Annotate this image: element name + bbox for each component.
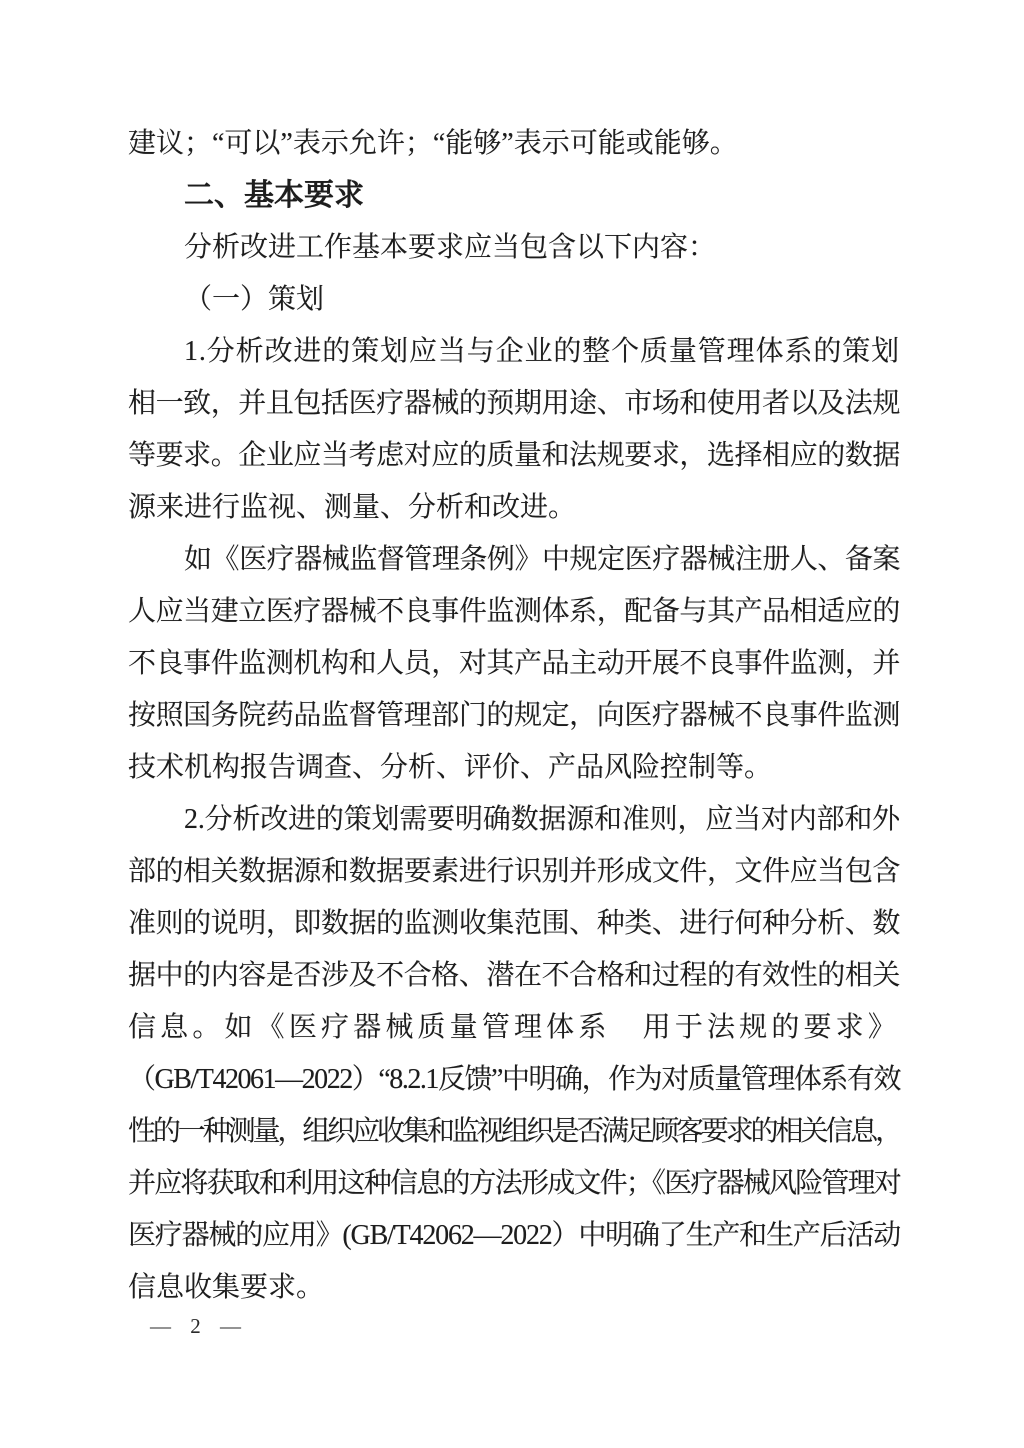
section-heading xyxy=(128,170,900,222)
text-line xyxy=(128,326,900,378)
text-line-content: 准则的说明，即数据的监测收集范围、种类、进行何种分析、数 xyxy=(128,908,900,939)
text-line-content: 分析改进工作基本要求应当包含以下内容： xyxy=(184,232,717,263)
text-line-content: 1.分析改进的策划应当与企业的整个质量管理体系的策划 xyxy=(184,336,900,367)
text-line xyxy=(128,742,900,794)
text-line xyxy=(128,482,900,534)
text-line xyxy=(128,898,900,950)
text-line xyxy=(128,1210,900,1262)
text-line-content: 信息。如《医疗器械质量管理体系 用于法规的要求》 xyxy=(128,1012,900,1043)
text-line-content: 部的相关数据源和数据要素进行识别并形成文件，文件应当包含 xyxy=(128,856,900,887)
text-line-content: （GB/T42061—2022）“8.2.1反馈”中明确，作为对质量管理体系有效 xyxy=(128,1064,900,1095)
text-line xyxy=(128,118,900,170)
text-line xyxy=(128,1054,900,1106)
text-line xyxy=(128,1106,900,1158)
text-line-content: 相一致，并且包括医疗器械的预期用途、市场和使用者以及法规 xyxy=(128,388,900,419)
text-line xyxy=(128,222,900,274)
text-line xyxy=(128,586,900,638)
text-line-content: 源来进行监视、测量、分析和改进。 xyxy=(128,492,577,523)
text-line-content: 技术机构报告调查、分析、评价、产品风险控制等。 xyxy=(128,752,773,783)
text-line xyxy=(128,690,900,742)
text-line-content: 医疗器械的应用》(GB/T42062—2022）中明确了生产和生产后活动 xyxy=(128,1220,900,1251)
text-line-content: 2.分析改进的策划需要明确数据源和准则，应当对内部和外 xyxy=(184,804,900,835)
text-line xyxy=(128,1262,900,1314)
footer-page-number: — 2 — xyxy=(150,1314,248,1338)
text-line xyxy=(128,950,900,1002)
text-line-content: 等要求。企业应当考虑对应的质量和法规要求，选择相应的数据 xyxy=(128,440,900,471)
text-line xyxy=(128,430,900,482)
text-line xyxy=(128,274,900,326)
text-line xyxy=(128,638,900,690)
text-line xyxy=(128,846,900,898)
text-line-content: 性的一种测量，组织应收集和监视组织是否满足顾客要求的相关信息， xyxy=(128,1116,900,1147)
text-line-content: 建议；“可以”表示允许；“能够”表示可能或能够。 xyxy=(128,128,738,159)
text-line-content: 据中的内容是否涉及不合格、潜在不合格和过程的有效性的相关 xyxy=(128,960,900,991)
text-line-content: 如《医疗器械监督管理条例》中规定医疗器械注册人、备案 xyxy=(184,544,900,575)
text-line-content: （一）策划 xyxy=(184,284,325,315)
text-line xyxy=(128,794,900,846)
text-line xyxy=(128,534,900,586)
text-line xyxy=(128,1158,900,1210)
text-line xyxy=(128,1002,900,1054)
text-line-content: 并应将获取和利用这种信息的方法形成文件；《医疗器械风险管理对 xyxy=(128,1168,900,1199)
text-line-content: 按照国务院药品监督管理部门的规定，向医疗器械不良事件监测 xyxy=(128,700,900,731)
text-line-content: 人应当建立医疗器械不良事件监测体系，配备与其产品相适应的 xyxy=(128,596,900,627)
text-line xyxy=(128,378,900,430)
text-line-content: 信息收集要求。 xyxy=(128,1272,325,1303)
text-line-content: 二、基本要求 xyxy=(184,179,364,212)
text-line-content: 不良事件监测机构和人员，对其产品主动开展不良事件监测，并 xyxy=(128,648,900,679)
document-body xyxy=(128,118,900,1314)
